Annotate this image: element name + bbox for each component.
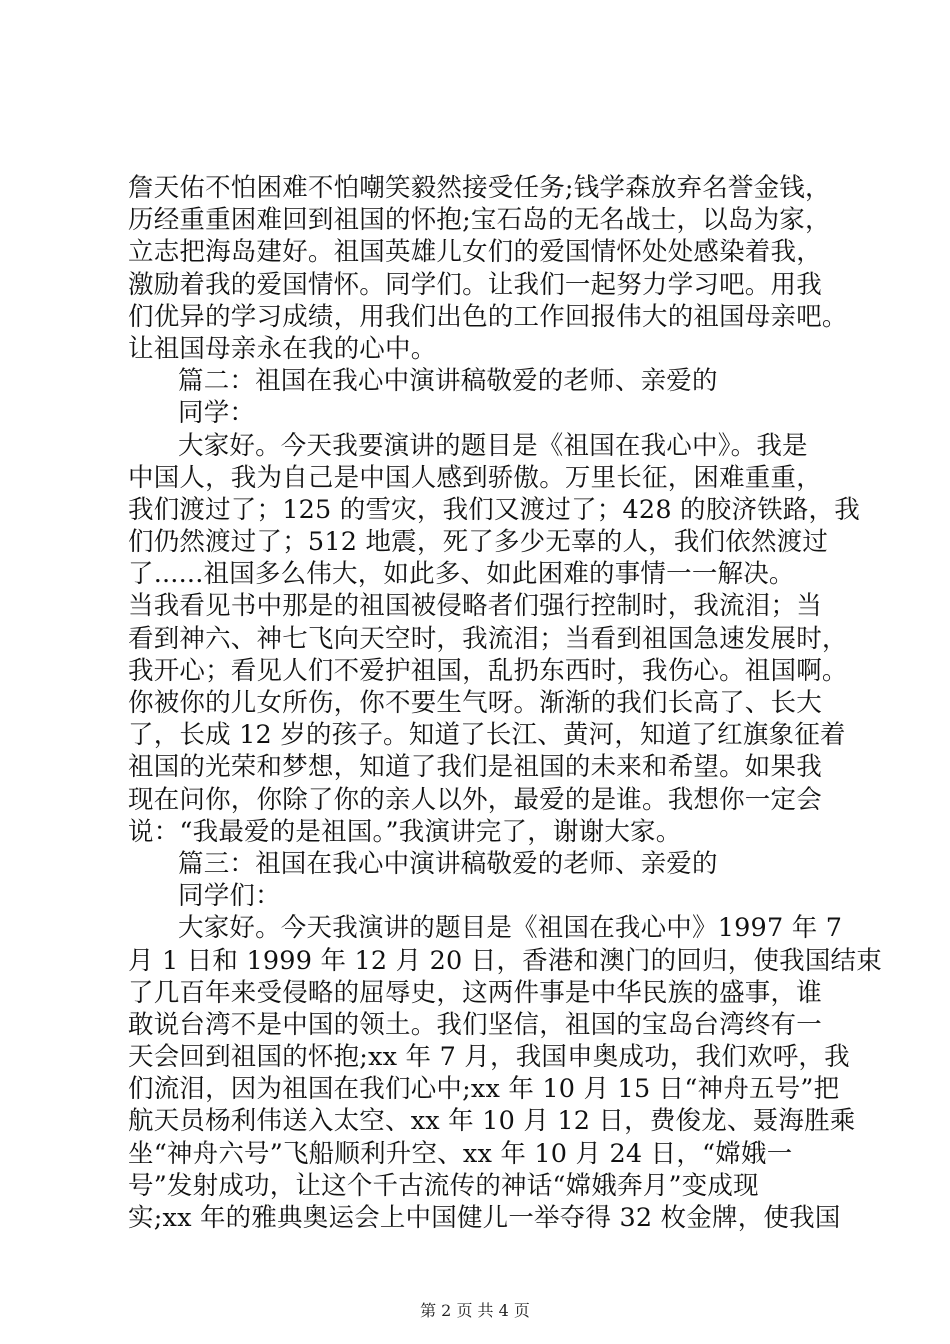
text-line: 说：“我最爱的是祖国。”我演讲完了，谢谢大家。 (128, 816, 682, 847)
text-line: 天会回到祖国的怀抱;xx 年 7 月，我国申奥成功，我们欢呼，我 (128, 1042, 850, 1073)
text-line: 们优异的学习成绩，用我们出色的工作回报伟大的祖国母亲吧。 (128, 301, 848, 332)
text-line: 中国人，我为自己是中国人感到骄傲。万里长征，困难重重， (128, 462, 822, 493)
text-line: 当我看见书中那是的祖国被侵略者们强行控制时，我流泪；当 (128, 591, 822, 622)
text-line: 月 1 日和 1999 年 12 月 20 日，香港和澳门的回归，使我国结束 (128, 945, 882, 976)
text-line: 我们渡过了；125 的雪灾，我们又渡过了；428 的胶济铁路，我 (128, 494, 860, 525)
text-line: 了，长成 12 岁的孩子。知道了长江、黄河，知道了红旗象征着 (128, 720, 846, 751)
text-line: 祖国的光荣和梦想，知道了我们是祖国的未来和希望。如果我 (128, 752, 822, 783)
text-line: 詹天佑不怕困难不怕嘲笑毅然接受任务;钱学森放弃名誉金钱， (128, 173, 831, 203)
text-line: 坐“神舟六号”飞船顺利升空、xx 年 10 月 24 日，“嫦娥一 (128, 1138, 793, 1169)
text-line: 号”发射成功，让这个千古流传的神话“嫦娥奔月”变成现 (128, 1170, 759, 1201)
text-line: 同学： (178, 398, 256, 429)
text-line: 同学们： (178, 881, 281, 912)
text-line: 看到神六、神七飞向天空时，我流泪；当看到祖国急速发展时， (128, 623, 848, 654)
text-line: 实;xx 年的雅典奥运会上中国健儿一举夺得 32 枚金牌，使我国 (128, 1203, 841, 1233)
text-line: 了......祖国多么伟大，如此多、如此困难的事情一一解决。 (128, 559, 795, 590)
text-line: 篇二：祖国在我心中演讲稿敬爱的老师、亲爱的 (178, 366, 718, 397)
text-line: 们流泪，因为祖国在我们心中;xx 年 10 月 15 日“神舟五号”把 (128, 1074, 840, 1105)
text-line: 敢说台湾不是中国的领土。我们坚信，祖国的宝岛台湾终有一 (128, 1009, 822, 1040)
text-line: 立志把海岛建好。祖国英雄儿女们的爱国情怀处处感染着我， (128, 237, 822, 268)
text-line: 大家好。今天我要演讲的题目是《祖国在我心中》。我是 (178, 430, 808, 461)
text-line: 大家好。今天我演讲的题目是《祖国在我心中》1997 年 7 (178, 913, 843, 944)
text-line: 让祖国母亲永在我的心中。 (128, 333, 437, 364)
text-line: 了几百年来受侵略的屈辱史，这两件事是中华民族的盛事，谁 (128, 977, 822, 1008)
text-line: 篇三：祖国在我心中演讲稿敬爱的老师、亲爱的 (178, 848, 718, 879)
text-line: 现在问你，你除了你的亲人以外，最爱的是谁。我想你一定会 (128, 784, 822, 815)
body-text (128, 172, 882, 1234)
text-line: 历经重重困难回到祖国的怀抱;宝石岛的无名战士，以岛为家， (128, 205, 831, 236)
text-line: 你被你的儿女所伤，你不要生气呀。渐渐的我们长高了、长大 (128, 688, 822, 718)
text-line: 我开心；看见人们不爱护祖国，乱扔东西时，我伤心。祖国啊。 (128, 655, 848, 686)
page-footer: 第 2 页 共 4 页 (420, 1301, 530, 1320)
text-line: 航天员杨利伟送入太空、xx 年 10 月 12 日，费俊龙、聂海胜乘 (128, 1106, 856, 1137)
text-line: 们仍然渡过了；512 地震，死了多少无辜的人，我们依然渡过 (128, 527, 829, 558)
text-line: 激励着我的爱国情怀。同学们。让我们一起努力学习吧。用我 (128, 269, 822, 300)
